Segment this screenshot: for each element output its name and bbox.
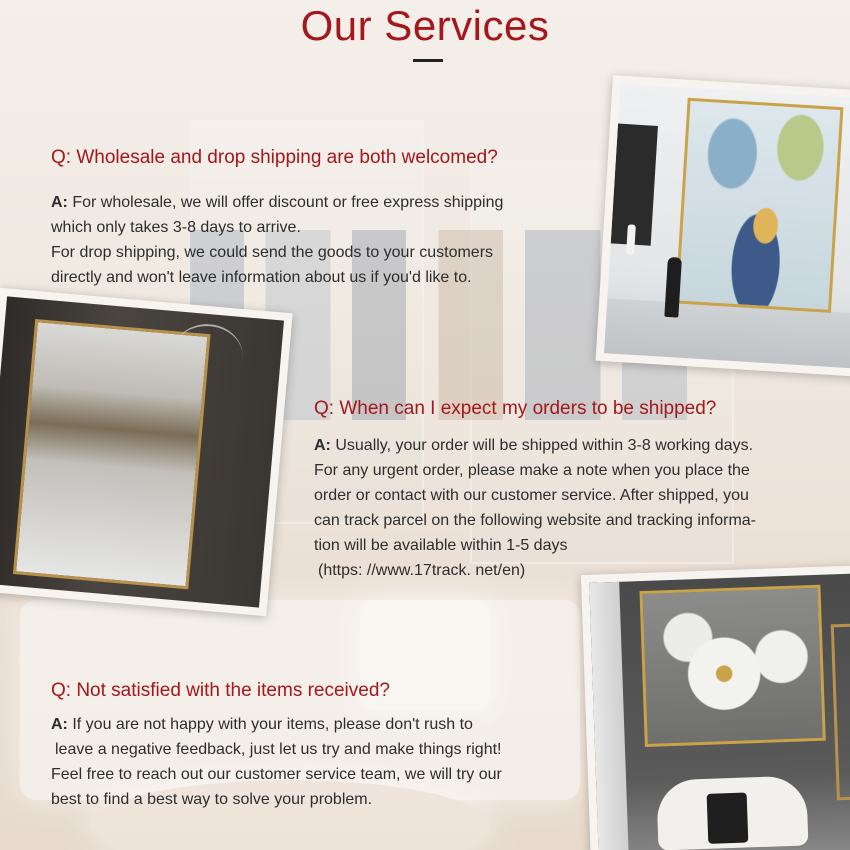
faq-question-wholesale: Q: Wholesale and drop shipping are both welcomed? (51, 147, 498, 168)
curtain (589, 582, 629, 850)
flower-canvas (639, 585, 825, 747)
answer-prefix: A: (51, 716, 68, 733)
faq-answer-wholesale (51, 190, 503, 290)
photo-silver-abstract-painting (0, 288, 293, 616)
faq-question-shipping-time: Q: When can I expect my orders to be shipped? (314, 398, 717, 419)
answer-line: For wholesale, we will offer discount or free express shipping (72, 194, 504, 211)
deer-canvas (675, 98, 843, 313)
answer-prefix: A: (314, 437, 331, 454)
answer-line: leave a negative feedback, just let us try and make things right! (55, 741, 502, 758)
answer-line: which only takes 3-8 days to arrive. (51, 219, 301, 236)
faq-answer-not-satisfied (51, 712, 502, 812)
title-underline (413, 59, 443, 62)
side-table (707, 792, 749, 843)
tracking-url: (https: //www.17track. net/en) (318, 562, 526, 579)
answer-line: For any urgent order, please make a note when you place the (314, 462, 750, 479)
photo-white-flowers-painting (581, 565, 850, 850)
faq-answer-shipping-time (314, 433, 756, 583)
answer-line: best to find a best way to solve your problem. (51, 791, 373, 808)
answer-line: For drop shipping, we could send the goods to your customers (51, 244, 494, 261)
vase (626, 224, 636, 254)
answer-line: Feel free to reach out our customer service team, we will try our (51, 766, 502, 783)
answer-line: order or contact with our customer service. After shipped, you (314, 487, 749, 504)
answer-prefix: A: (51, 194, 68, 211)
page-title: Our Services (300, 2, 550, 49)
answer-line: If you are not happy with your items, please don't rush to (72, 716, 473, 733)
faq-question-not-satisfied: Q: Not satisfied with the items received? (51, 680, 390, 701)
shelf (831, 623, 850, 800)
answer-line: directly and won't leave information about us if you'd like to. (51, 269, 472, 286)
answer-line: Usually, your order will be shipped within 3-8 working days. (335, 437, 754, 454)
answer-line: tion will be available within 1-5 days (314, 537, 568, 554)
answer-line: can track parcel on the following website and tracking informa- (314, 512, 756, 529)
photo-deer-painting (596, 75, 850, 377)
